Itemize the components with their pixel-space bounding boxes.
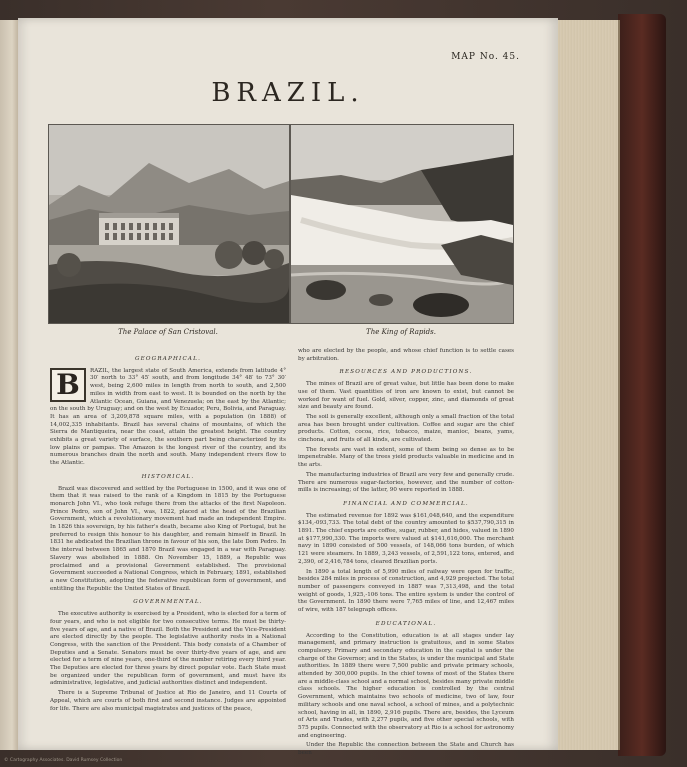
resources-text-4: The manufacturing industries of Brazil are very few and generally crude. There are numerous sugar-factories, however, and the number of cotton-mills is increasing; of the latter, 90 were reported in 1888.	[298, 471, 514, 494]
financial-heading: FINANCIAL AND COMMERCIAL.	[343, 500, 469, 507]
educational-heading: EDUCATIONAL.	[375, 620, 437, 627]
geographical-text: RAZIL, the largest state of South America, extends from latitude 4° 30′ north to 33° 45′ south, and from longitude 34° 48′ to 73° 30′ west, being 2,600 miles in length from north to south, and 2,500 miles in width from east to west. It is bounded on the north by the Atlantic Ocean, Guiana, and Venezuela; on the east by the Atlantic; on the south by Uruguay; and on the west by Ecuador, Peru, Bolivia, and Paraguay. It has an area of 3,209,878 square miles, with a population (in 1888) of 14,002,335 inhabitants. Brazil has several chains of mountains, of which the Sierra de Mantiqueira, near the coast, attain the greatest height. The country exhibits a great variety of surface, the southern part being characterized by its low plains or pampas. The Amazon is the longest river of the country, and its numerous branches drain the north and south. Many independent rivers flow to the Atlantic.	[50, 367, 286, 467]
resources-text-3: The forests are vast in extent, some of them being so dense as to be impenetrable. Many of the trees yield products valuable in medicine and in the arts.	[298, 446, 514, 469]
governmental-heading: GOVERNMENTAL.	[133, 599, 203, 606]
continuation-text: who are elected by the people, and whose chief function is to settle cases by arbitration.	[298, 348, 514, 362]
geographical-paragraph	[50, 368, 286, 468]
resources-heading: RESOURCES AND PRODUCTIONS.	[339, 369, 473, 376]
financial-text-1: The estimated revenue for 1892 was $161,048,640, and the expenditure $134,-093,733. The total debt of the country amounted to $537,790,315 in 1891. The chief exports are coffee, sugar, rubber, and hides, valued in 1890 at $177,990,330. The imports were valued at $141,616,000. The merchant navy in 1890 consisted of 500 vessels, of 148,066 tons burden, of which 121 were steamers. In 1889, 3,243 vessels, of 2,591,122 tons, entered, and 2,390, of 2,416,784 tons, cleared Brazilian ports.	[298, 512, 514, 565]
rapids-caption: The King of Rapids.	[366, 328, 436, 336]
collection-credit: © Cartography Associates. David Rumsey Collection	[4, 758, 123, 763]
left-page-edge	[0, 20, 20, 750]
palace-caption: The Palace of San Cristoval.	[118, 328, 218, 336]
left-text-column	[50, 350, 286, 715]
resources-text-1: The mines of Brazil are of great value, but little has been done to make use of them. Vast quantities of iron are known to exist, but cannot be worked for want of fuel. Gold, silver, copper, zinc, and diamonds of great size and beauty are found.	[298, 381, 514, 411]
palace-illustration	[49, 125, 289, 323]
historical-text: Brazil was discovered and settled by the Portuguese in 1500, and it was one of them that it was raised to the rank of a Kingdom in 1815 by the Portuguese monarch John VI., who took refuge there from the attacks of the first Napoleon. Prince Pedro, son of John VI., was, 1822, placed at the head of the Brazilian Government, which a revolutionary movement had made an independent Empire. In 1826 this sovereign, by his father's death, became also King of Portugal, but he preferred to resign this honour to his daughter, and remain himself in Brazil. In 1831 he abdicated the Brazilian throne in favour of his son, the late Dom Pedro. In the interval between 1865 and 1870 Brazil was engaged in a war with Paraguay. Slavery was abolished in 1888. On November 15, 1889, a Republic was proclaimed and a provisional Government established. The provisional Government succeeded a National Congress, which in February, 1891, established a new Constitution, adopting the federative republican form of government, and entitling the Republic the United States of Brazil.	[50, 485, 286, 592]
governmental-text-1: The executive authority is exercised by a President, who is elected for a term of four years, and who is not eligible for two consecutive terms. He must be thirty-five years of age, and a native of Brazil. Both the President and the Vice-President are elected directly by the people. The legislative authority rests in a National Congress, with the sanction of the President. This body consists of a Chamber of Deputies and a Senate. Senators must be over thirty-five years of age, and are elected for a term of nine years, one-third of the number retiring every third year. The Deputies are elected for three years by direct popular vote. Each State must be organized under the republican form of government, and must have its administrative, legislative, and judicial authorities distinct and independent.	[50, 611, 286, 687]
resources-text-2: The soil is generally excellent, although only a small fraction of the total area has been brought under cultivation. Coffee and sugar are the chief products. Cotton, cocoa, rice, tobacco, maize, manioc, beans, yams, cinchona, and fruits of all kinds, are cultivated.	[298, 413, 514, 444]
educational-text-2: Under the Republic the connection between the State and Church has been	[298, 742, 514, 757]
educational-text-1: According to the Constitution, education is at all stages under lay management, and primary instruction is gratuitous, and in some States compulsory. Primary and secondary education in the capital is under the charge of the Governor; and in the States, is under the municipal and State authorities. In 1889 there were 7,500 public and private primary schools, attended by 300,000 pupils. In the chief towns of most of the States there are a middle-class school and a normal school, besides many private middle class schools. The higher education is controlled by the central Government, which maintains two schools of medicine, two of law, four military schools and one naval school, a school of mines, and a polytechnic school, having in all, in 1890, 2,916 pupils. There are, besides, the Lyceum of Arts and Trades, with 2,277 pupils, and five other special schools, with 575 pupils. Connected with the observatory at Rio is a school for astronomy and engineering.	[298, 632, 514, 739]
map-number: MAP No. 45.	[451, 52, 520, 62]
page-title: BRAZIL.	[211, 78, 365, 108]
geographical-heading: GEOGRAPHICAL.	[134, 356, 202, 362]
page-stack	[556, 20, 620, 750]
right-text-column	[298, 348, 514, 760]
atlas-page	[18, 18, 558, 757]
rapids-photo	[290, 124, 514, 324]
rapids-illustration	[291, 125, 513, 323]
drop-cap: B	[50, 368, 86, 402]
governmental-text-2: There is a Supreme Tribunal of Justice at Rio de Janeiro, and 11 Courts of Appeal, which are courts of both first and second instance. Judges are appointed for life. There are also municipal magistrates and justices of the peace,	[50, 690, 286, 712]
palace-photo	[48, 124, 290, 324]
book-cover	[618, 14, 666, 756]
financial-text-2: In 1890 a total length of 5,990 miles of railway were open for traffic, besides 284 miles in process of construction, and 4,929 projected. The total number of passengers conveyed in 1887 was 7,313,498, and the total weight of goods, 1,925,-106 tons. The entire system is under the control of the Government. In 1890 there were 7,765 miles of line, and 12,467 miles of wire, with 187 telegraph offices.	[298, 568, 514, 614]
historical-heading: HISTORICAL.	[141, 473, 195, 480]
